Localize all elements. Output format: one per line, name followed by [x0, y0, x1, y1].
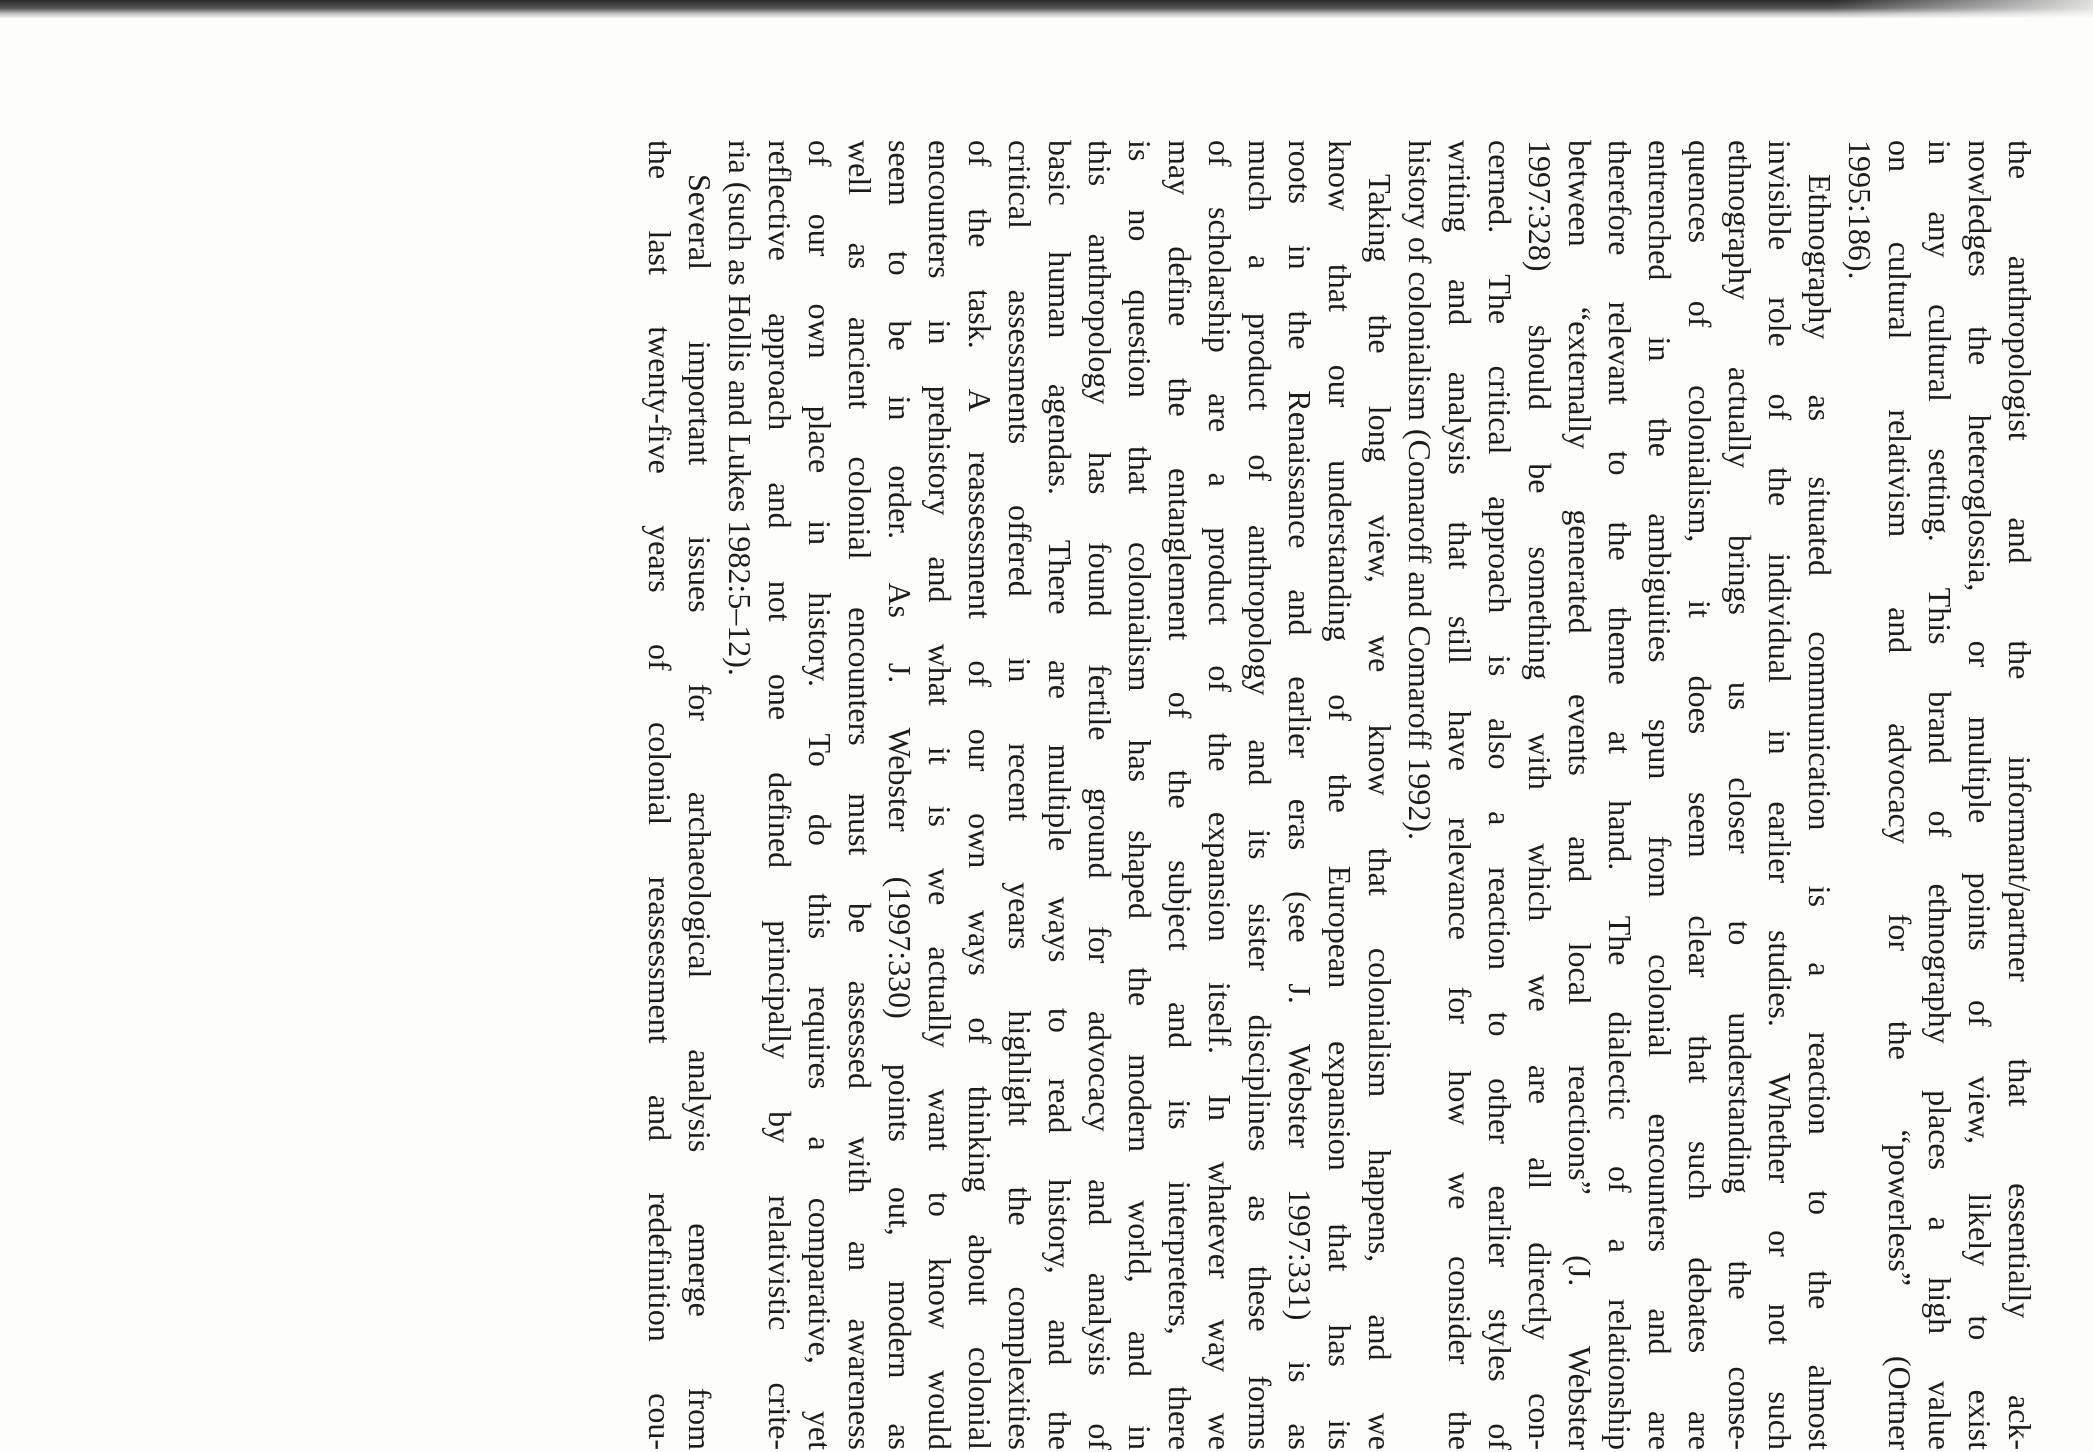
rotated-text-block	[640, 140, 2040, 1450]
scan-edge-fade	[1833, 0, 2093, 18]
text-line: writing and analysis that still have relevance for how we consider the	[1442, 140, 1478, 1450]
text-line: encounters in prehistory and what it is we actually want to know would	[922, 140, 958, 1450]
text-line: reflective approach and not one defined principally by relativistic crite-	[762, 140, 798, 1450]
text-line: ria (such as Hollis and Lukes 1982:5–12).	[722, 140, 758, 676]
text-line: cerned. The critical approach is also a reaction to other earlier styles of	[1482, 140, 1518, 1450]
scan-edge-shadow	[0, 0, 2093, 18]
text-line: of our own place in history. To do this requires a comparative, yet	[802, 140, 838, 1450]
text-line: history of colonialism (Comaroff and Comaroff 1992).	[1402, 140, 1438, 841]
text-line: in any cultural setting. This brand of ethnography places a high value	[1922, 140, 1958, 1450]
text-line: between “externally generated events and local reactions” (J. Webster	[1562, 140, 1598, 1450]
text-line: therefore relevant to the theme at hand. The dialectic of a relationship	[1602, 140, 1638, 1450]
text-line: critical assessments offered in recent years highlight the complexities	[1002, 140, 1038, 1450]
text-line: seem to be in order. As J. Webster (1997:330) points out, modern as	[882, 140, 918, 1450]
text-line: know that our understanding of the European expansion that has its	[1322, 140, 1358, 1450]
text-line: on cultural relativism and advocacy for the “powerless” (Ortner	[1882, 140, 1918, 1450]
text-line: 1995:186).	[1842, 140, 1878, 280]
text-line: nowledges the heteroglossia, or multiple points of view, likely to exist	[1962, 140, 1998, 1450]
text-line: much a product of anthropology and its sister disciplines as these forms	[1242, 140, 1278, 1450]
text-line: quences of colonialism, it does seem clear that such debates are	[1682, 140, 1718, 1450]
text-line: basic human agendas. There are multiple ways to read history, and the	[1042, 140, 1078, 1450]
text-line: of scholarship are a product of the expansion itself. In whatever way we	[1202, 140, 1238, 1450]
text-line: invisible role of the individual in earlier studies. Whether or not such	[1762, 140, 1798, 1450]
text-line: Several important issues for archaeological analysis emerge from	[682, 174, 718, 1450]
text-line: Taking the long view, we know that colonialism happens, and we	[1362, 174, 1398, 1450]
text-line: may define the entanglement of the subject and its interpreters, there	[1162, 140, 1198, 1450]
text-line: ethnography actually brings us closer to understanding the conse-	[1722, 140, 1758, 1450]
text-line: Ethnography as situated communication is a reaction to the almost	[1802, 174, 1838, 1450]
text-line: the last twenty-five years of colonial reassessment and redefinition cou-	[642, 140, 678, 1450]
text-line: the anthropologist and the informant/partner that essentially ack-	[2002, 140, 2038, 1450]
text-line: of the task. A reassessment of our own ways of thinking about colonial	[962, 140, 998, 1450]
text-line: this anthropology has found fertile ground for advocacy and analysis of	[1082, 140, 1118, 1450]
text-line: roots in the Renaissance and earlier eras (see J. Webster 1997:331) is as	[1282, 140, 1318, 1450]
text-line: is no question that colonialism has shaped the modern world, and in	[1122, 140, 1158, 1450]
text-line: well as ancient colonial encounters must be assessed with an awareness	[842, 140, 878, 1450]
text-line: 1997:328) should be something with which we are all directly con-	[1522, 140, 1558, 1450]
text-line: entrenched in the ambiguities spun from colonial encounters and are	[1642, 140, 1678, 1450]
